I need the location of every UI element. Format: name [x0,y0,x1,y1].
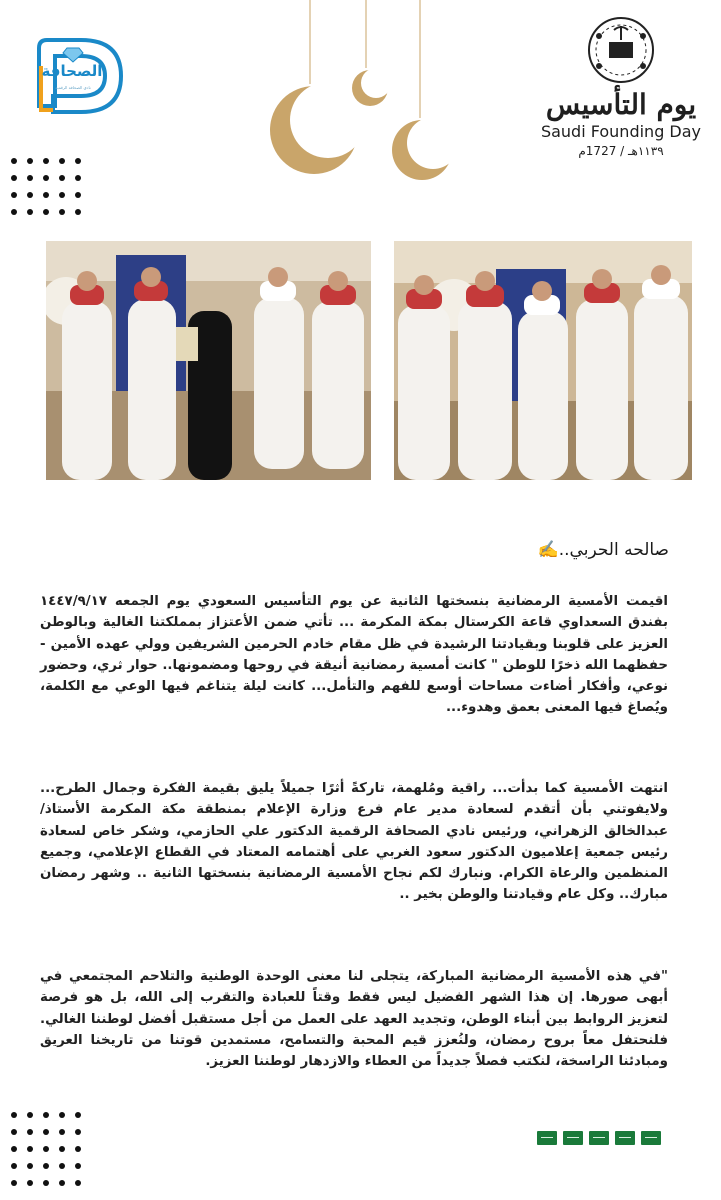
event-photo-right [394,241,719,480]
founding-day-years: ١١٣٩هـ / 1727م [578,144,664,158]
founding-day-english-title: Saudi Founding Day [540,122,702,141]
crescent-moon-icon [270,82,366,174]
article-paragraph-2: انتهت الأمسية كما بدأت... راقية ومُلهمة، تاركةً أثرًا جميلاً يليق بقيمة الفكرة وجمال الطرح... ولايفوتني بأن أتقدم لسعادة مدير عام فرع وزارة الإعلام بمنطقة مكة المكرمة الأستاذ/ عبدالخالق الزهراني، ورئيس نادي الصحافة الرقمية الدكتور علي الحازمي، وشكر خاص لسعادة رئيس جمعية إعلاميون الدكتور سعود الغربي على أهتمامه المعتاد في القطاع الإعلامي، وجميع المنظمين والرعاة الكرام. ونبارك لكم نجاح الأمسية الرمضانية بنسختها الثانية .. وشهر رمضان مبارك.. وكل عام وقيادتنا والوطن بخير .. [40,781,668,903]
brand-tagline: نادي الصحافة الرقمية [55,85,91,90]
saudi-flags-row [537,1131,661,1145]
article-paragraph-3: "في هذه الأمسية الرمضانية المباركة، يتجلى لنا معنى الوحدة الوطنية والتلاحم المجتمعي في أبهى صورها. إن هذا الشهر الفضيل ليس فقط وقتاً للعبادة والتقرب إلى الله، بل هو فرصة لتعزيز الروابط بين أبناء الوطن، وتجديد العهد على العمل من أجل مستقبل أفضل لوطننا الغالي. فلنحتفل معاً بروح رمضان، ولنُعزز قيم المحبة والتسامح، مستمدين قوتنا من تاريخنا العريق ومبادئنا الراسخة، لنكتب فصلاً جديداً من العطاء والازدهار لوطننا العزيز. [40,969,668,1070]
brand-logo [33,36,127,116]
crescent-moons-decoration [262,0,462,190]
saudi-flag-icon [641,1131,661,1145]
diamond-logo-icon [63,48,83,62]
saudi-flag-icon [563,1131,583,1145]
article-paragraph-1: اقيمت الأمسية الرمضانية بنسختها الثانية عن يوم التأسيس السعودي يوم الجمعه ١٤٤٧/٩/١٧ بفندق السعداوي قاعة الكرستال بمكة المكرمة ... تأتي ضمن الأعتزاز بمملكتنا الغالية وبالوطن العزيز على قلوبنا وبقيادتنا الرشيدة في ظل مقام خادم الحرمين الشريفين وولي عهده الأمين - حفظهما الله ذخرًا للوطن " كانت أمسية رمضانية أنيقة في روحها ومضمونها.. حوار ثري، وحضور نوعي، وأفكار أضاءت مساحات أوسع للفهم والتأمل... كانت ليلة يتناغم فيها الوعي مع الكلمة، ويُصاغ فيها المعنى بعمق وهدوء... [40,594,668,716]
dots-grid-decoration [11,1112,81,1186]
crescent-moon-icon [392,117,459,180]
dots-grid-decoration [11,158,81,215]
saudi-flag-icon [537,1131,557,1145]
crescent-moon-icon [352,68,391,106]
person-figure [398,295,688,480]
saudi-founding-day-logo [536,10,706,160]
saudi-flag-icon [615,1131,635,1145]
saudi-founding-day-emblem-icon [536,10,706,88]
author-name: صالحه الحربي..✍️ [537,540,669,560]
founding-day-arabic-title: يوم التأسيس [545,88,697,121]
saudi-flag-icon [589,1131,609,1145]
brand-name: الصحافة [41,62,103,80]
event-photo-left [46,241,371,480]
